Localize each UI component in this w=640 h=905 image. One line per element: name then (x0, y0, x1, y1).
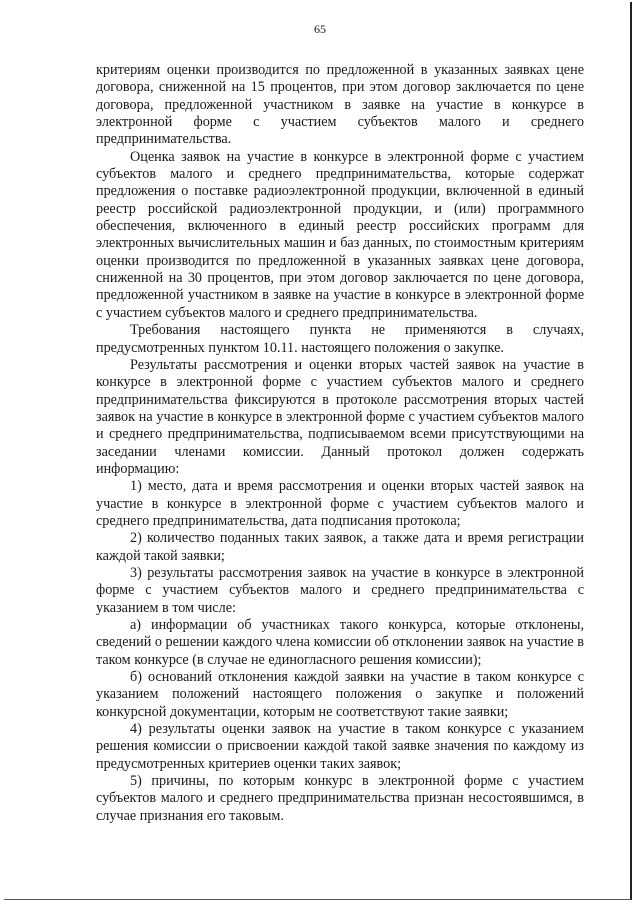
list-item-1-place-date: 1) место, дата и время рассмотрения и оценки вторых частей заявок на участие в конкурсе в электронной форме с участием субъектов малого и среднего предпринимательства, дата подписания протокола; (96, 478, 584, 529)
document-body (96, 62, 584, 825)
list-subitem-a-participants: а) информации об участниках такого конкурса, которые отклонены, сведений о решении каждого члена комиссии об отклонении заявок на участие в таком конкурсе (в случае не единогласного решения комиссии); (96, 617, 584, 668)
list-item-3-results: 3) результаты рассмотрения заявок на участие в конкурсе в электронной форме с участием субъектов малого и среднего предпринимательства с указанием в том числе: (96, 564, 584, 616)
paragraph-protocol-results: Результаты рассмотрения и оценки вторых частей заявок на участие в конкурсе в электронной форме с участием субъектов малого и среднего предпринимательства фиксируются в протоколе рассмотрения вторых частей заявок на участие в конкурсе в электронной форме с участием субъектов малого и среднего предпринимательства, подписываемом всеми присутствующими на заседании членами комиссии. Данный протокол должен содержать информацию: (96, 356, 584, 477)
page-number: 65 (314, 22, 326, 36)
list-subitem-b-grounds: б) оснований отклонения каждой заявки на участие в таком конкурсе с указанием положений настоящего положения о закупке и положений конкурсной документации, которым не соответствуют такие заявки; (96, 669, 584, 720)
paragraph-evaluation-30-percent: Оценка заявок на участие в конкурсе в электронной форме с участием субъектов малого и среднего предпринимательства, которые содержат предложения о поставке радиоэлектронной продукции, включенной в единый реестр российской радиоэлектронной продукции, и (или) программного обеспечения, включенного в единый реестр российских программ для электронных вычислительных машин и баз данных, по стоимостным критериям оценки производится по предложенной в указанных заявках цене договора, сниженной на 30 процентов, при этом договор заключается по цене договора, предложенной участником в заявке на участие в конкурсе в электронной форме с участием субъектов малого и среднего предпринимательства. (96, 148, 584, 321)
list-item-4-evaluation: 4) результаты оценки заявок на участие в таком конкурсе с указанием решения комиссии о присвоении каждой такой заявке значения по каждому из предусмотренных критериев оценки таких заявок; (96, 721, 584, 772)
paragraph-continuation: критериям оценки производится по предложенной в указанных заявках цене договора, сниженной на 15 процентов, при этом договор заключается по цене договора, предложенной участником в заявке на участие в конкурсе в электронной форме с участием субъектов малого и среднего предпринимательства. (96, 62, 584, 148)
list-item-5-reasons: 5) причины, по которым конкурс в электронной форме с участием субъектов малого и среднего предпринимательства признан несостоявшимся, в случае признания его таковым. (96, 773, 584, 824)
list-item-2-quantity: 2) количество поданных таких заявок, а также дата и время регистрации каждой такой заявки; (96, 530, 584, 564)
paragraph-requirements-exception: Требования настоящего пункта не применяются в случаях, предусмотренных пунктом 10.11. настоящего положения о закупке. (96, 322, 584, 356)
